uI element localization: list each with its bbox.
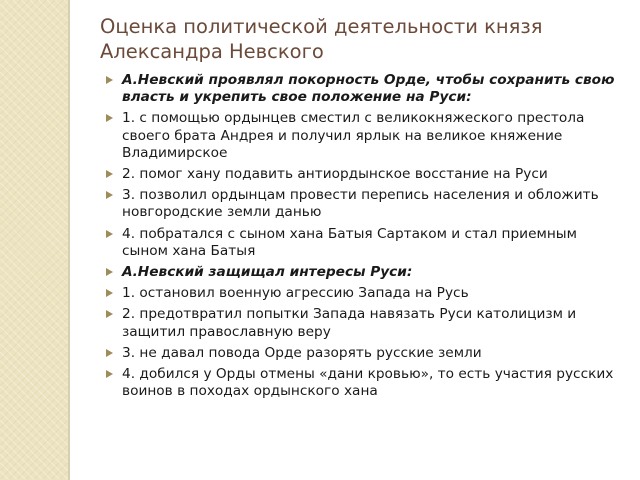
triangle-bullet-icon	[106, 76, 113, 84]
list-item	[104, 226, 624, 260]
list-item-text: А.Невский защищал интересы Руси:	[122, 264, 413, 281]
list-item	[104, 166, 624, 183]
slide-title	[100, 14, 620, 64]
list-item	[104, 110, 624, 162]
list-item	[104, 285, 624, 302]
triangle-bullet-icon	[106, 191, 113, 199]
triangle-bullet-icon	[106, 349, 113, 357]
slide-title-line-2: Александра Невского	[100, 40, 324, 63]
list-item	[104, 366, 624, 400]
triangle-bullet-icon	[106, 268, 113, 276]
list-item	[104, 306, 624, 340]
list-item-text: 3. не давал повода Орде разорять русские земли	[122, 344, 482, 361]
decorative-side-band	[0, 0, 68, 480]
list-item	[104, 345, 624, 362]
triangle-bullet-icon	[106, 289, 113, 297]
list-item-text: 4. добился у Орды отмены «дани кровью», то есть участия русских воинов в походах ордынского хана	[122, 366, 614, 400]
list-item-text: 2. предотвратил попытки Запада навязать Руси католицизм и защитил православную веру	[122, 306, 577, 340]
list-item-text: 4. побратался с сыном хана Батыя Сартаком и стал приемным сыном хана Батыя	[122, 225, 577, 259]
list-item-text: 3. позволил ордынцам провести перепись населения и обложить новгородские земли данью	[122, 187, 599, 221]
list-item-text: 2. помог хану подавить антиордынское восстание на Руси	[122, 166, 548, 183]
decorative-divider	[68, 0, 70, 480]
list-heading-item	[104, 264, 624, 281]
triangle-bullet-icon	[106, 230, 113, 238]
triangle-bullet-icon	[106, 370, 113, 378]
triangle-bullet-icon	[106, 170, 113, 178]
bullet-list	[104, 72, 624, 404]
list-heading-item	[104, 72, 624, 106]
list-item-text: 1. остановил военную агрессию Запада на Русь	[122, 285, 469, 302]
triangle-bullet-icon	[106, 310, 113, 318]
triangle-bullet-icon	[106, 114, 113, 122]
slide-title-line-1: Оценка политической деятельности князя	[100, 15, 543, 38]
list-item-text: А.Невский проявлял покорность Орде, чтобы сохранить свою власть и укрепить свое положение на Руси:	[122, 72, 615, 106]
list-item	[104, 187, 624, 221]
list-item-text: 1. с помощью ордынцев сместил с великокняжеского престола своего брата Андрея и получил ярлык на великое княжение Владимирское	[122, 110, 585, 161]
